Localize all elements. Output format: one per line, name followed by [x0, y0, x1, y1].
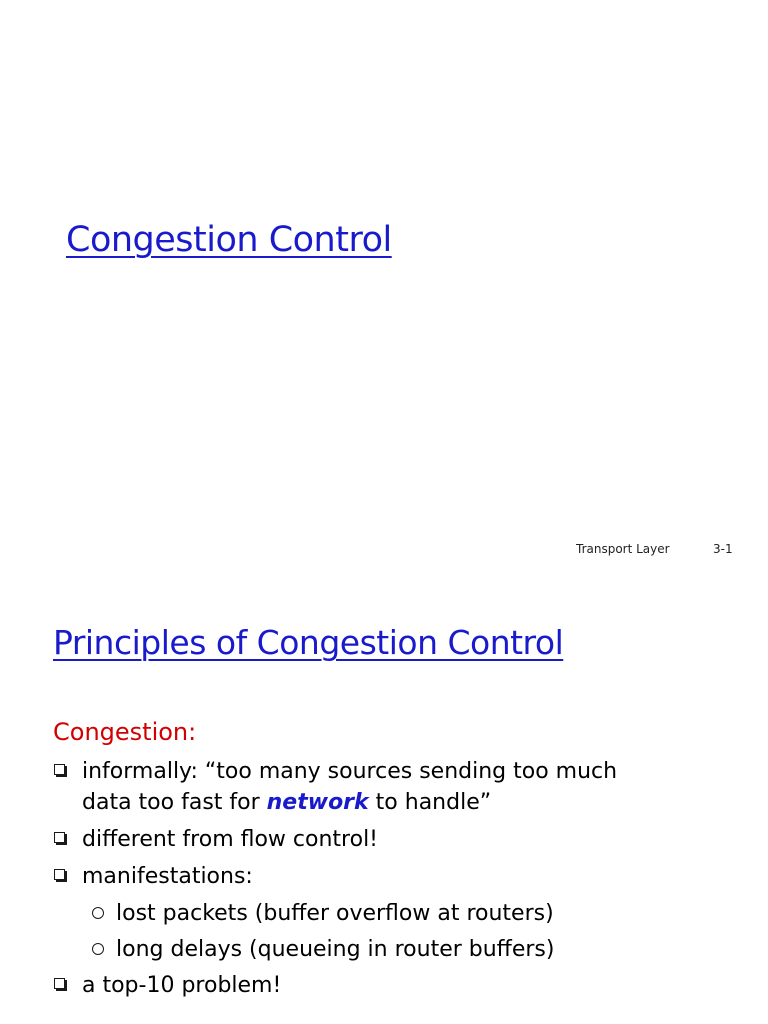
square-bullet-icon: [54, 869, 65, 880]
bullet-text: manifestations:: [82, 864, 253, 889]
bullet-item: [53, 970, 617, 1001]
sub-bullet-text: lost packets (buffer overflow at routers): [116, 901, 554, 926]
sub-bullet-text: long delays (queueing in router buffers): [116, 937, 555, 962]
square-bullet-icon: [54, 832, 65, 843]
footer-section-label: Transport Layer: [576, 542, 670, 556]
bullet-item: [53, 824, 617, 855]
slide-2: [0, 576, 768, 1024]
bullet-text: informally: “too many sources sending too much: [82, 759, 618, 784]
bullet-item: [53, 861, 617, 892]
sub-bullet-item: [53, 934, 617, 965]
bullet-text: data too fast for: [82, 790, 267, 815]
slide-title: Congestion Control: [66, 220, 392, 260]
footer-page-number: 3-1: [713, 542, 733, 556]
emphasized-word: network: [266, 790, 369, 815]
square-bullet-icon: [54, 764, 65, 775]
bullet-item: [53, 756, 617, 818]
slide-subheading: Congestion:: [53, 718, 197, 746]
sub-bullet-item: [53, 898, 617, 929]
bullet-text: a top-10 problem!: [82, 973, 282, 998]
bullet-text: to handle”: [368, 790, 492, 815]
slide-title: Principles of Congestion Control: [53, 623, 564, 662]
circle-bullet-icon: [92, 943, 104, 955]
bullet-list: [53, 756, 617, 1007]
slide-footer: [576, 542, 733, 556]
bullet-text: different from flow control!: [82, 827, 379, 852]
square-bullet-icon: [54, 978, 65, 989]
circle-bullet-icon: [92, 907, 104, 919]
